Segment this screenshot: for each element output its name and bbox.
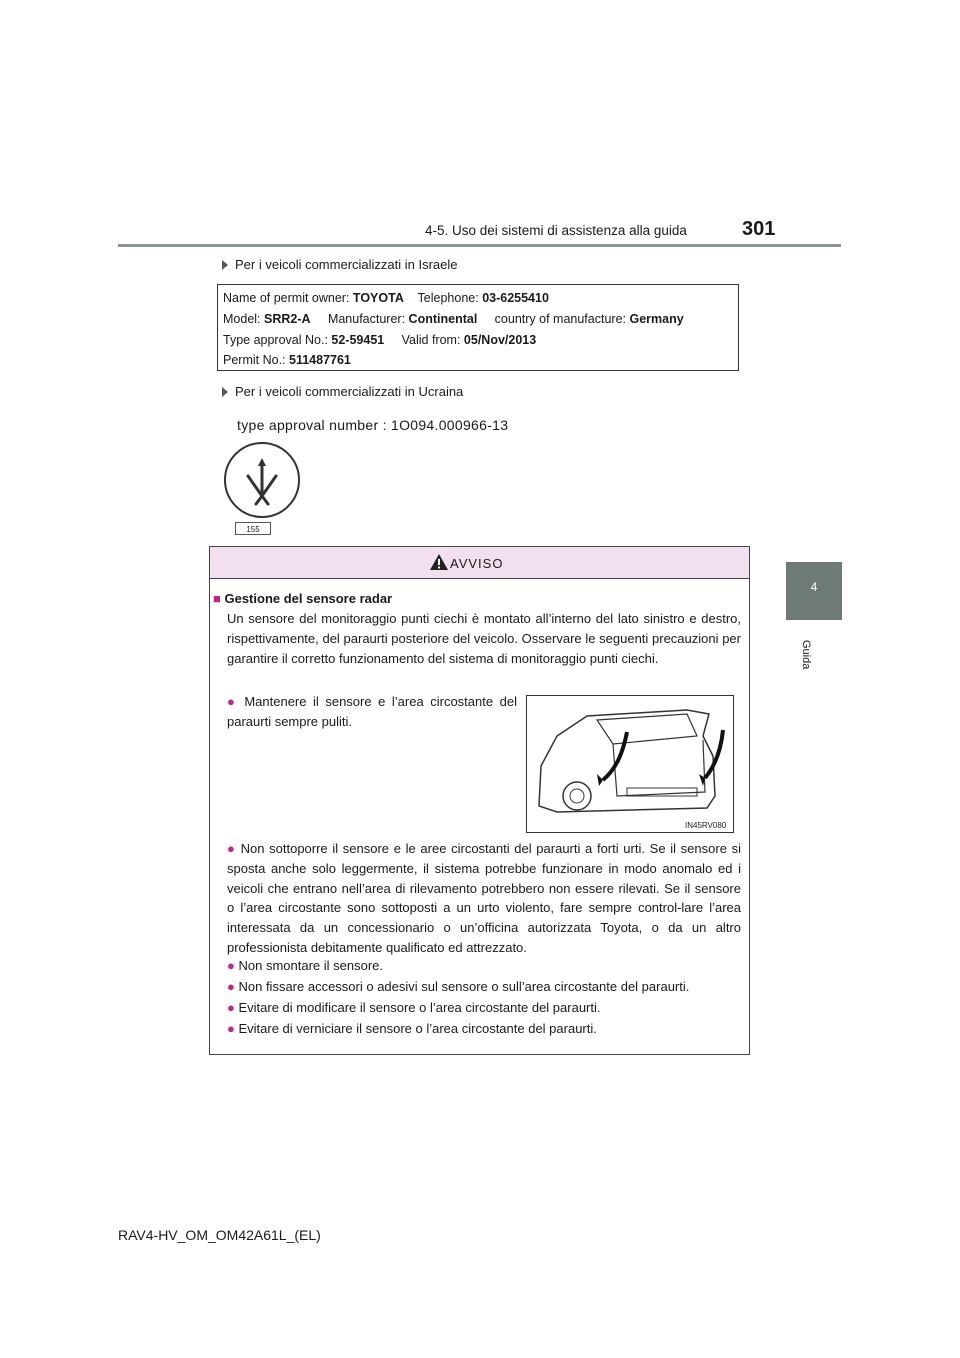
bullet-dot-icon: ●: [227, 1021, 235, 1036]
chapter-label: Guida: [800, 640, 812, 670]
warning-title: AVVISO: [450, 556, 504, 571]
ukraine-certification-emblem-icon: [222, 440, 302, 520]
chapter-number: 4: [810, 580, 818, 594]
model-line: Model: SRR2-A Manufacturer: Continental country of manufacture: Germany: [223, 312, 684, 326]
bullet-clean-sensor: ● Mantenere il sensore e l’area circostante del paraurti sempre puliti.: [227, 694, 517, 729]
israel-permit-box: [217, 284, 739, 371]
emblem-number: 155: [235, 522, 271, 535]
bullet-dot-icon: ●: [227, 841, 236, 856]
square-bullet-icon: ■: [213, 591, 221, 606]
bullet-dot-icon: ●: [227, 979, 235, 994]
image-code: IN45RV080: [685, 821, 727, 830]
page-number: 301: [742, 218, 776, 240]
bullet-no-stickers: ● Non fissare accessori o adesivi sul sensore o sull’area circostante del paraurti.: [227, 979, 690, 994]
arrow-icon: [222, 387, 228, 397]
bullet-dot-icon: ●: [227, 1000, 235, 1015]
permit-no-line: Permit No.: 511487761: [223, 353, 351, 367]
document-code: RAV4-HV_OM_OM42A61L_(EL): [118, 1227, 321, 1243]
bullet-no-disassembly: ● Non smontare il sensore.: [227, 958, 383, 973]
radar-intro: Un sensore del monitoraggio punti ciechi è montato all’interno del lato sinistro e destro, rispettivamente, del paraurti posteriore del veicolo. Osservare le seguenti precauzioni per garantire il corretto funzionamento del sistema di monitoraggio punti ciechi.: [227, 611, 741, 666]
warning-triangle-icon: [430, 554, 448, 570]
israel-heading: Per i veicoli commercializzati in Israele: [222, 257, 458, 272]
warning-header: [210, 547, 749, 579]
car-rear-icon: [527, 696, 733, 832]
warning-box: [209, 546, 750, 1055]
bullet-no-impacts: ● Non sottoporre il sensore e le aree circostanti del paraurti a forti urti. Se il sensore si sposta anche solo leggermente, il sistema potrebbe funzionare in modo anomalo ed i veicoli che entrano nell’area di rilevamento potrebbero non essere rilevati. Se il sensore o l’area circostante sono sottoposti a un urto violento, fare sempre control-lare l’area interessata da un concessionario o un’officina autorizzata Toyota, o da un altro professionista debitamente qualificato ed attrezzato.: [227, 841, 741, 955]
permit-owner-line: Name of permit owner: TOYOTA Telephone: 03-6255410: [223, 291, 549, 305]
section-title: 4-5. Uso dei sistemi di assistenza alla guida: [425, 223, 687, 238]
header-divider: [118, 244, 841, 247]
bullet-no-paint: ● Evitare di verniciare il sensore o l’area circostante del paraurti.: [227, 1021, 597, 1036]
radar-section-heading: ■ Gestione del sensore radar: [213, 591, 393, 606]
arrow-icon: [222, 260, 228, 270]
approval-number: type approval number : 1O094.000966-13: [237, 417, 509, 433]
bullet-no-modify: ● Evitare di modificare il sensore o l’area circostante del paraurti.: [227, 1000, 601, 1015]
rear-bumper-illustration: [526, 695, 734, 833]
bullet-dot-icon: ●: [227, 694, 238, 709]
chapter-tab[interactable]: [786, 562, 842, 620]
ukraine-heading: Per i veicoli commercializzati in Ucraina: [222, 384, 463, 399]
bullet-dot-icon: ●: [227, 958, 235, 973]
type-approval-line: Type approval No.: 52-59451 Valid from: 05/Nov/2013: [223, 333, 537, 347]
